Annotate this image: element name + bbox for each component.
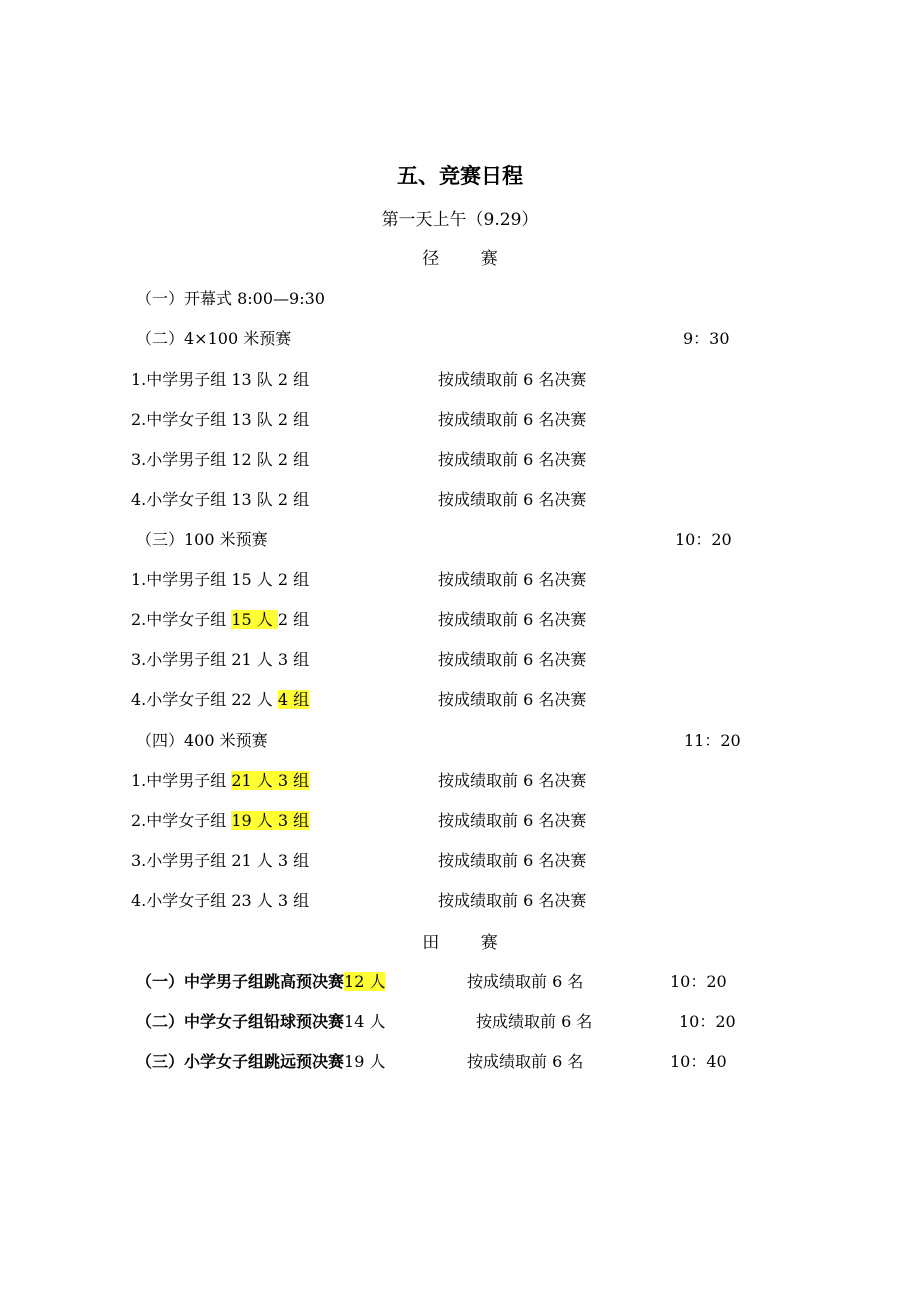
advance-note: 按成绩取前 6 名决赛: [438, 690, 587, 709]
event-row: 2.中学女子组 19 人 3 组: [131, 811, 310, 830]
highlighted-count: 4 组: [277, 690, 310, 709]
field-heading: 田 赛: [422, 933, 516, 953]
section-time: 11：20: [684, 731, 741, 750]
opening-ceremony: （一）开幕式 8:00—9:30: [136, 289, 325, 308]
event-row: 1.中学男子组 21 人 3 组: [131, 771, 310, 790]
advance-note: 按成绩取前 6 名决赛: [438, 811, 587, 830]
event-row: 3.小学男子组 12 队 2 组: [131, 450, 310, 469]
advance-note: 按成绩取前 6 名决赛: [438, 410, 587, 429]
advance-note: 按成绩取前 6 名决赛: [438, 771, 587, 790]
day-subtitle: 第一天上午（9.29）: [381, 210, 539, 230]
advance-note: 按成绩取前 6 名决赛: [438, 851, 587, 870]
field-event-row: （一）中学男子组跳高预决赛12 人: [136, 972, 386, 991]
section-label: （三）100 米预赛: [136, 530, 268, 549]
highlighted-count: 12 人: [344, 972, 386, 991]
advance-note: 按成绩取前 6 名决赛: [438, 891, 587, 910]
event-row: 2.中学女子组 13 队 2 组: [131, 410, 310, 429]
advance-note: 按成绩取前 6 名决赛: [438, 610, 587, 629]
event-row: 4.小学女子组 22 人 4 组: [131, 690, 310, 709]
page-title: 五、竞赛日程: [397, 164, 523, 188]
field-event-time: 10：20: [679, 1012, 736, 1031]
field-event-time: 10：40: [670, 1052, 727, 1071]
advance-note: 按成绩取前 6 名决赛: [438, 490, 587, 509]
event-row: 4.小学女子组 13 队 2 组: [131, 490, 310, 509]
event-row: 2.中学女子组 15 人 2 组: [131, 610, 310, 629]
event-row: 1.中学男子组 15 人 2 组: [131, 570, 310, 589]
track-heading: 径 赛: [422, 249, 516, 269]
section-label: （四）400 米预赛: [136, 731, 268, 750]
event-row: 1.中学男子组 13 队 2 组: [131, 370, 310, 389]
field-event-row: （二）中学女子组铅球预决赛14 人: [136, 1012, 386, 1031]
highlighted-count: 19 人 3 组: [231, 811, 310, 830]
field-event-time: 10：20: [670, 972, 727, 991]
highlighted-count: 15 人: [231, 610, 278, 629]
advance-note: 按成绩取前 6 名决赛: [438, 450, 587, 469]
event-row: 4.小学女子组 23 人 3 组: [131, 891, 310, 910]
section-time: 9：30: [683, 329, 730, 348]
advance-note: 按成绩取前 6 名决赛: [438, 370, 587, 389]
advance-note: 按成绩取前 6 名: [467, 972, 584, 991]
advance-note: 按成绩取前 6 名决赛: [438, 650, 587, 669]
field-event-row: （三）小学女子组跳远预决赛19 人: [136, 1052, 386, 1071]
advance-note: 按成绩取前 6 名: [476, 1012, 593, 1031]
advance-note: 按成绩取前 6 名决赛: [438, 570, 587, 589]
advance-note: 按成绩取前 6 名: [467, 1052, 584, 1071]
highlighted-count: 21 人 3 组: [231, 771, 310, 790]
section-label: （二）4×100 米预赛: [136, 329, 292, 348]
event-row: 3.小学男子组 21 人 3 组: [131, 851, 310, 870]
event-row: 3.小学男子组 21 人 3 组: [131, 650, 310, 669]
section-time: 10：20: [675, 530, 732, 549]
